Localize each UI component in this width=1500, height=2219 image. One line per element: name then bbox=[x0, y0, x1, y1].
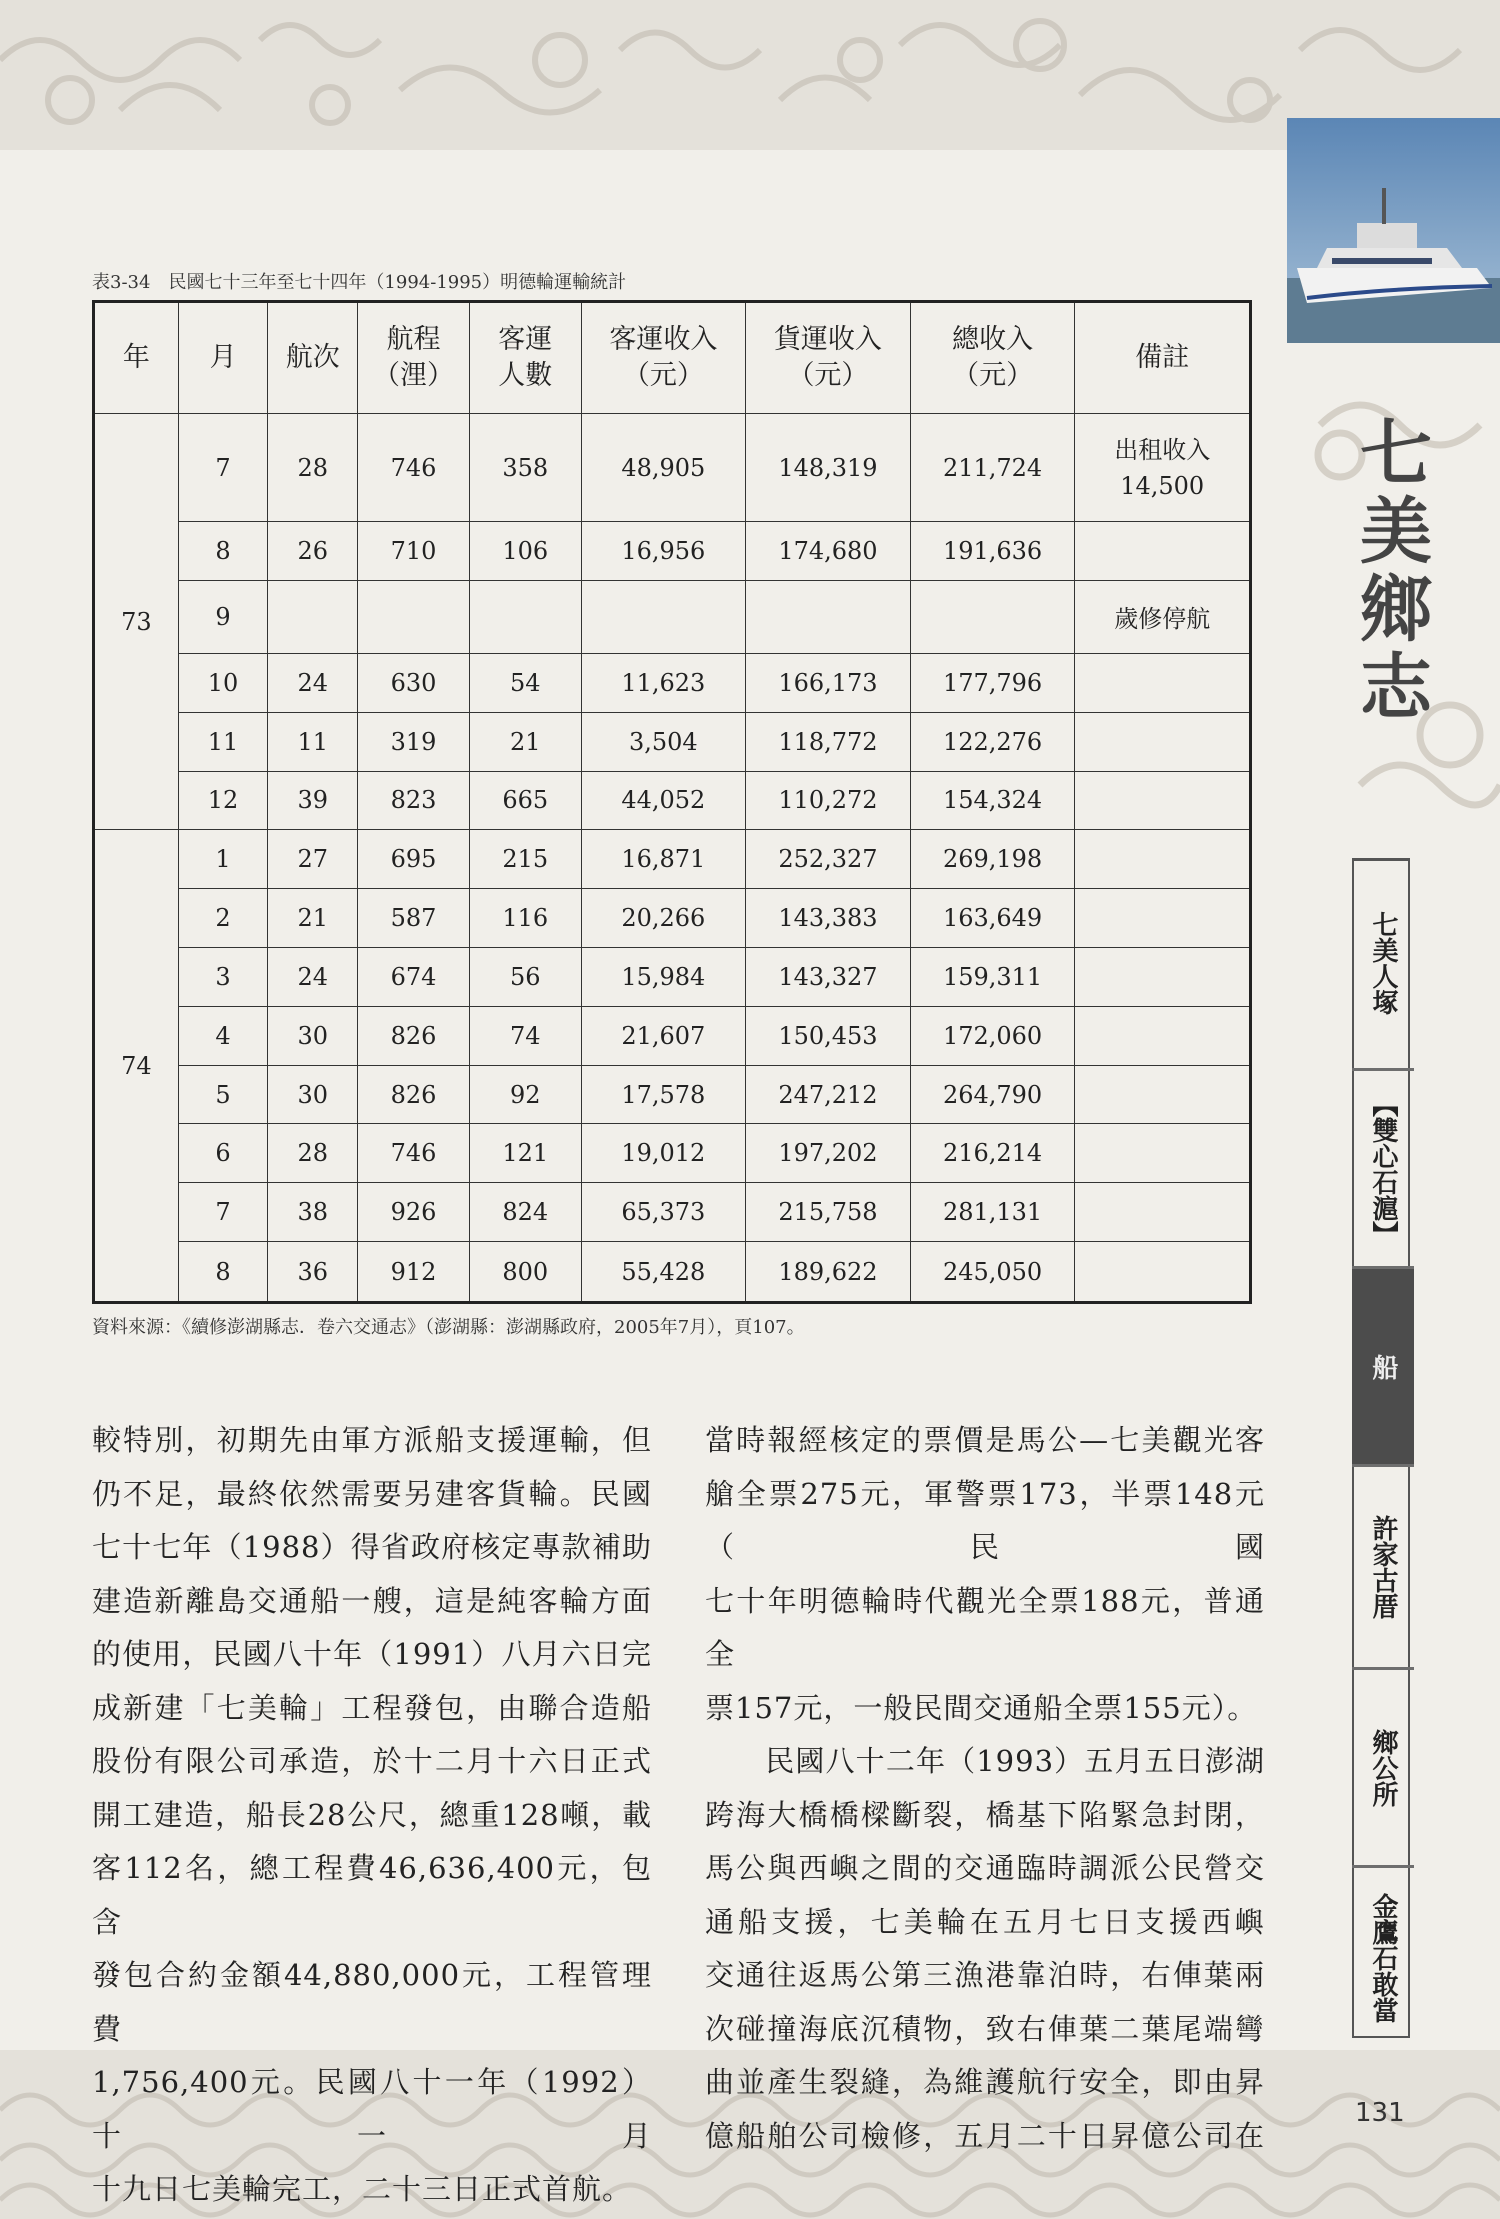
text-line: 交通往返馬公第三漁港靠泊時，右俥葉兩 bbox=[705, 1958, 1265, 1992]
tab-label: 七美人塚 bbox=[1368, 911, 1398, 1015]
cell-voyages bbox=[268, 580, 358, 653]
cell-passenger-income: 3,504 bbox=[581, 712, 746, 771]
cell-distance: 630 bbox=[358, 653, 470, 712]
text-line: 客112名，總工程費46,636,400元，包含 bbox=[92, 1851, 652, 1939]
table-caption: 表3-34 民國七十三年至七十四年（1994-1995）明德輪運輸統計 bbox=[92, 272, 627, 293]
header-line2: （元） bbox=[622, 360, 704, 391]
cell-passenger-income: 21,607 bbox=[581, 1006, 746, 1065]
cell-remark bbox=[1075, 830, 1251, 889]
table-row bbox=[94, 580, 1251, 653]
text-line: 跨海大橋橋樑斷裂，橋基下陷緊急封閉， bbox=[705, 1797, 1265, 1832]
header-line1: 航次 bbox=[285, 342, 340, 373]
tab-label: 許家古厝 bbox=[1368, 1515, 1398, 1619]
cell-total-income: 122,276 bbox=[910, 712, 1075, 771]
cell-passengers: 121 bbox=[469, 1124, 581, 1183]
text-line: 馬公與西嶼之間的交通臨時調派公民營交 bbox=[705, 1851, 1265, 1885]
header-line2: （元） bbox=[787, 360, 869, 391]
cell-passengers: 215 bbox=[469, 830, 581, 889]
remark-rent-value: 14,500 bbox=[1120, 471, 1205, 500]
header-line1: 客運 bbox=[498, 324, 553, 355]
cell-cargo-income: 150,453 bbox=[746, 1006, 911, 1065]
transport-statistics-table bbox=[92, 300, 1252, 1304]
cell-month: 8 bbox=[178, 522, 268, 581]
cell-passengers: 56 bbox=[469, 947, 581, 1006]
table-row bbox=[94, 1124, 1251, 1183]
cell-month: 5 bbox=[178, 1065, 268, 1124]
top-cloud-border bbox=[0, 0, 1500, 150]
cell-passengers: 74 bbox=[469, 1006, 581, 1065]
cell-passenger-income: 48,905 bbox=[581, 414, 746, 522]
cell-passengers: 824 bbox=[469, 1183, 581, 1242]
cell-month: 7 bbox=[178, 414, 268, 522]
header-passenger-income bbox=[581, 302, 746, 414]
table-row bbox=[94, 1006, 1251, 1065]
cell-remark bbox=[1075, 1065, 1251, 1124]
table-row bbox=[94, 522, 1251, 581]
text-line: 開工建造，船長28公尺，總重128噸，載 bbox=[92, 1797, 652, 1832]
cell-total-income: 177,796 bbox=[910, 653, 1075, 712]
cell-passengers: 92 bbox=[469, 1065, 581, 1124]
cell-passengers bbox=[469, 580, 581, 653]
table-header-row bbox=[94, 302, 1251, 414]
cell-cargo-income: 148,319 bbox=[746, 414, 911, 522]
header-line2: 人數 bbox=[498, 360, 553, 391]
cell-total-income: 211,724 bbox=[910, 414, 1075, 522]
cell-passenger-income: 19,012 bbox=[581, 1124, 746, 1183]
cell-distance: 826 bbox=[358, 1065, 470, 1124]
cell-month: 9 bbox=[178, 580, 268, 653]
cell-distance: 587 bbox=[358, 889, 470, 948]
cell-total-income: 269,198 bbox=[910, 830, 1075, 889]
table-row bbox=[94, 947, 1251, 1006]
cell-voyages: 38 bbox=[268, 1183, 358, 1242]
cell-total-income: 163,649 bbox=[910, 889, 1075, 948]
table-row bbox=[94, 889, 1251, 948]
text-line: 次碰撞海底沉積物，致右俥葉二葉尾端彎 bbox=[705, 2011, 1265, 2046]
text-line: 1,756,400元。民國八十一年（1992）十一月 bbox=[92, 2065, 652, 2153]
text-line: 通船支援，七美輪在五月七日支援西嶼 bbox=[705, 1904, 1265, 1939]
header-line1: 航程 bbox=[386, 324, 441, 355]
header-year bbox=[94, 302, 179, 414]
cell-remark bbox=[1075, 653, 1251, 712]
cell-passengers: 54 bbox=[469, 653, 581, 712]
cell-voyages: 27 bbox=[268, 830, 358, 889]
cell-distance: 319 bbox=[358, 712, 470, 771]
header-line1: 年 bbox=[122, 342, 150, 373]
cell-passengers: 116 bbox=[469, 889, 581, 948]
cell-total-income bbox=[910, 580, 1075, 653]
cell-passenger-income: 44,052 bbox=[581, 771, 746, 830]
text-line: 建造新離島交通船一艘，這是純客輪方面 bbox=[92, 1583, 652, 1618]
cell-distance: 710 bbox=[358, 522, 470, 581]
cell-total-income: 191,636 bbox=[910, 522, 1075, 581]
cell-cargo-income: 143,383 bbox=[746, 889, 911, 948]
header-line1: 總收入 bbox=[952, 324, 1034, 355]
text-line: 發包合約金額44,880,000元，工程管理費 bbox=[92, 1958, 652, 2046]
table-row bbox=[94, 712, 1251, 771]
cell-distance: 695 bbox=[358, 830, 470, 889]
tab-eagle-stone[interactable] bbox=[1352, 1868, 1414, 2048]
header-line2: （元） bbox=[952, 360, 1034, 391]
cell-remark bbox=[1075, 522, 1251, 581]
cell-passengers: 21 bbox=[469, 712, 581, 771]
chapter-tabs bbox=[1352, 858, 1414, 2048]
cell-distance: 746 bbox=[358, 1124, 470, 1183]
text-line: 股份有限公司承造，於十二月十六日正式 bbox=[92, 1744, 652, 1778]
cell-remark bbox=[1075, 1183, 1251, 1242]
cell-month: 1 bbox=[178, 830, 268, 889]
cell-remark bbox=[1075, 1242, 1251, 1303]
cell-distance bbox=[358, 580, 470, 653]
table-row bbox=[94, 830, 1251, 889]
header-line1: 貨運收入 bbox=[773, 324, 882, 355]
cell-passenger-income: 11,623 bbox=[581, 653, 746, 712]
cell-passengers: 800 bbox=[469, 1242, 581, 1303]
text-line: 億船舶公司檢修，五月二十日昇億公司在 bbox=[705, 2118, 1265, 2153]
text-line: 當時報經核定的票價是馬公—七美觀光客 bbox=[705, 1423, 1265, 1457]
cell-cargo-income: 118,772 bbox=[746, 712, 911, 771]
header-voyages bbox=[268, 302, 358, 414]
table-row bbox=[94, 771, 1251, 830]
text-line: 的使用，民國八十年（1991）八月六日完 bbox=[92, 1637, 652, 1671]
header-month bbox=[178, 302, 268, 414]
cell-cargo-income bbox=[746, 580, 911, 653]
year-cell-74: 74 bbox=[94, 830, 179, 1303]
cell-total-income: 216,214 bbox=[910, 1124, 1075, 1183]
cell-month: 7 bbox=[178, 1183, 268, 1242]
header-line1: 備註 bbox=[1135, 342, 1190, 373]
cell-voyages: 28 bbox=[268, 1124, 358, 1183]
cell-voyages: 30 bbox=[268, 1006, 358, 1065]
header-passengers bbox=[469, 302, 581, 414]
cell-voyages: 24 bbox=[268, 947, 358, 1006]
table-source-note: 資料來源：《續修澎湖縣志．卷六交通志》（澎湖縣：澎湖縣政府，2005年7月），頁107。 bbox=[92, 1317, 805, 1338]
text-line: 十九日七美輪完工，二十三日正式首航。 bbox=[92, 2172, 633, 2206]
cell-cargo-income: 143,327 bbox=[746, 947, 911, 1006]
cell-distance: 823 bbox=[358, 771, 470, 830]
cell-passenger-income: 55,428 bbox=[581, 1242, 746, 1303]
cell-remark bbox=[1075, 889, 1251, 948]
cell-voyages: 11 bbox=[268, 712, 358, 771]
cell-total-income: 264,790 bbox=[910, 1065, 1075, 1124]
tab-hsu-old-house[interactable] bbox=[1352, 1467, 1414, 1670]
cell-voyages: 28 bbox=[268, 414, 358, 522]
cell-voyages: 30 bbox=[268, 1065, 358, 1124]
header-remarks bbox=[1075, 302, 1251, 414]
header-line2: （浬） bbox=[373, 360, 454, 391]
cell-voyages: 39 bbox=[268, 771, 358, 830]
cell-passengers: 106 bbox=[469, 522, 581, 581]
cell-cargo-income: 247,212 bbox=[746, 1065, 911, 1124]
tab-label: 鄉公所 bbox=[1368, 1728, 1398, 1807]
tab-label: 金鷹石敢當 bbox=[1368, 1893, 1398, 2023]
cell-remark bbox=[1075, 414, 1251, 522]
text-line: 仍不足，最終依然需要另建客貨輪。民國 bbox=[92, 1476, 652, 1511]
table-row bbox=[94, 653, 1251, 712]
cell-passenger-income bbox=[581, 580, 746, 653]
cell-passenger-income: 17,578 bbox=[581, 1065, 746, 1124]
cell-month: 8 bbox=[178, 1242, 268, 1303]
tab-double-heart-weir[interactable] bbox=[1352, 1071, 1414, 1269]
cell-passenger-income: 16,956 bbox=[581, 522, 746, 581]
cell-month: 10 bbox=[178, 653, 268, 712]
table-row bbox=[94, 1242, 1251, 1303]
text-line: 票157元，一般民間交通船全票155元）。 bbox=[705, 1690, 1258, 1725]
cell-voyages: 26 bbox=[268, 522, 358, 581]
cell-remark: 歲修停航 bbox=[1075, 580, 1251, 653]
cell-remark bbox=[1075, 947, 1251, 1006]
cell-passengers: 665 bbox=[469, 771, 581, 830]
cell-distance: 674 bbox=[358, 947, 470, 1006]
cell-total-income: 172,060 bbox=[910, 1006, 1075, 1065]
cell-remark bbox=[1075, 1124, 1251, 1183]
tab-label: 船 bbox=[1368, 1353, 1398, 1380]
cell-month: 11 bbox=[178, 712, 268, 771]
cell-total-income: 154,324 bbox=[910, 771, 1075, 830]
cell-distance: 826 bbox=[358, 1006, 470, 1065]
cell-cargo-income: 174,680 bbox=[746, 522, 911, 581]
cell-month: 4 bbox=[178, 1006, 268, 1065]
header-line1: 月 bbox=[209, 342, 237, 373]
book-title: 七美鄉志 bbox=[1348, 415, 1433, 727]
cell-passenger-income: 20,266 bbox=[581, 889, 746, 948]
text-line: 七十七年（1988）得省政府核定專款補助 bbox=[92, 1530, 652, 1564]
body-column-right bbox=[705, 1414, 1265, 2163]
cell-month: 2 bbox=[178, 889, 268, 948]
cell-month: 12 bbox=[178, 771, 268, 830]
cell-passenger-income: 16,871 bbox=[581, 830, 746, 889]
cell-total-income: 281,131 bbox=[910, 1183, 1075, 1242]
tab-ship[interactable] bbox=[1352, 1269, 1414, 1467]
text-line: 艙全票275元，軍警票173，半票148元（民國 bbox=[705, 1476, 1265, 1564]
cell-total-income: 245,050 bbox=[910, 1242, 1075, 1303]
header-cargo-income bbox=[746, 302, 911, 414]
cell-passenger-income: 65,373 bbox=[581, 1183, 746, 1242]
header-line1: 客運收入 bbox=[609, 324, 718, 355]
cell-passengers: 358 bbox=[469, 414, 581, 522]
year-cell-73: 73 bbox=[94, 414, 179, 830]
text-line: 較特別，初期先由軍方派船支援運輸，但 bbox=[92, 1423, 652, 1457]
tab-qimei-tomb[interactable] bbox=[1352, 858, 1414, 1071]
cell-voyages: 21 bbox=[268, 889, 358, 948]
book-title-logo bbox=[1300, 395, 1500, 835]
cell-month: 6 bbox=[178, 1124, 268, 1183]
cell-cargo-income: 252,327 bbox=[746, 830, 911, 889]
cell-passenger-income: 15,984 bbox=[581, 947, 746, 1006]
table-row bbox=[94, 1065, 1251, 1124]
cell-cargo-income: 110,272 bbox=[746, 771, 911, 830]
text-line: 七十年明德輪時代觀光全票188元，普通全 bbox=[705, 1583, 1265, 1671]
table-row bbox=[94, 414, 1251, 522]
cell-cargo-income: 189,622 bbox=[746, 1242, 911, 1303]
cell-total-income: 159,311 bbox=[910, 947, 1075, 1006]
cell-cargo-income: 215,758 bbox=[746, 1183, 911, 1242]
tab-label: 【雙心石滬】 bbox=[1368, 1090, 1398, 1247]
cell-remark bbox=[1075, 712, 1251, 771]
tab-township-office[interactable] bbox=[1352, 1670, 1414, 1868]
page-number: 131 bbox=[1355, 2098, 1405, 2128]
cell-distance: 746 bbox=[358, 414, 470, 522]
cell-distance: 912 bbox=[358, 1242, 470, 1303]
cell-voyages: 24 bbox=[268, 653, 358, 712]
table-row bbox=[94, 1183, 1251, 1242]
cell-remark bbox=[1075, 771, 1251, 830]
header-total-income bbox=[910, 302, 1075, 414]
ship-photo bbox=[1287, 118, 1500, 343]
text-line: 成新建「七美輪」工程發包，由聯合造船 bbox=[92, 1690, 652, 1725]
text-line: 民國八十二年（1993）五月五日澎湖 bbox=[705, 1744, 1265, 1778]
cell-distance: 926 bbox=[358, 1183, 470, 1242]
cell-remark bbox=[1075, 1006, 1251, 1065]
header-distance bbox=[358, 302, 470, 414]
text-line: 曲並產生裂縫，為維護航行安全，即由昇 bbox=[705, 2065, 1265, 2099]
cell-voyages: 36 bbox=[268, 1242, 358, 1303]
cell-month: 3 bbox=[178, 947, 268, 1006]
body-column-left bbox=[92, 1414, 652, 2217]
cell-cargo-income: 166,173 bbox=[746, 653, 911, 712]
cell-cargo-income: 197,202 bbox=[746, 1124, 911, 1183]
remark-rent-label: 出租收入 bbox=[1114, 435, 1211, 464]
